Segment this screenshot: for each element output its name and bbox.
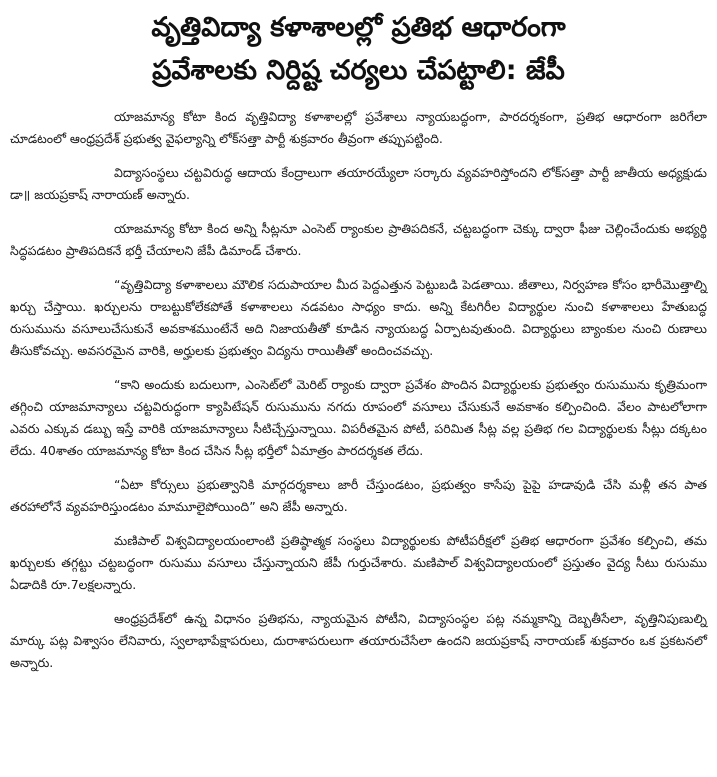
paragraph: “ఏటా కోర్సులు ప్రభుత్వానికి మార్గదర్శకాలు జారీ చేస్తుండటం, ప్రభుత్వం కాసేపు పైపై హడావుడి చేసి మళ్లీ తన పాత తరహాలోనే వ్యవహరిస్తుండటం మామూలైపోయింది” అని జేపీ అన్నారు.	[10, 477, 707, 514]
paragraph: “కాని అందుకు బదులుగా, ఎంసెట్‌లో మెరిట్ ర్యాంకు ద్వారా ప్రవేశం పొందిన విద్యార్థులకు ప్రభుత్వం రుసుమును కృత్రిమంగా తగ్గించి యాజమాన్యాలు చట్టవిరుద్ధంగా క్యాపిటేషన్ రుసుమును నగదు రూపంలో వసూలు చేసుకునే అవకాశం కల్పించింది. వేలం పాటలోలాగా ఎవరు ఎక్కువ డబ్బు ఇస్తే వారికి యాజమాన్యాలు సీటిచ్చేస్తున్నాయి. విపరీతమైన పోటీ, పరిమిత సీట్ల వల్ల ప్రతిభ గల విద్యార్థులకు సీట్లు దక్కటం లేదు. 40శాతం యాజమాన్య కోటా కింద చేసిన సీట్ల భర్తీలో ఏమాత్రం పారదర్శకత లేదు.	[10, 377, 707, 458]
headline	[10, 6, 707, 92]
paragraph: “వృత్తివిద్యా కళాశాలలు మౌలిక సదుపాయాల మీద పెద్దఎత్తున పెట్టుబడి పెడతాయి. జీతాలు, నిర్వహణ కోసం భారీమొత్తాల్ని ఖర్చు చేస్తాయి. ఖర్చులను రాబట్టుకోలేకపోతే కళాశాలలు నడవటం సాధ్యం కాదు. అన్ని కేటగిరీల విద్యార్థుల నుంచి కళాశాలలు హేతుబద్ధ రుసుమును వసూలుచేసుకునే అవకాశముంటేనే అది నిజాయతీతో కూడిన న్యాయబద్ధ ఏర్పాటవుతుంది. విద్యార్థులు బ్యాంకుల నుంచి రుణాలు తీసుకోవచ్చు. అవసరమైన వారికి, అర్హులకు ప్రభుత్వం విద్యను రాయితీతో అందించవచ్చు.	[10, 277, 707, 358]
paragraph: మణిపాల్ విశ్వవిద్యాలయంలాంటి ప్రతిష్ఠాత్మక సంస్థలు విద్యార్థులకు పోటీపరీక్షలో ప్రతిభ ఆధారంగా ప్రవేశం కల్పించి, తమ ఖర్చులకు తగ్గట్టు చట్టబద్ధంగా రుసుము వసూలు చేస్తున్నాయని జేపీ గుర్తుచేశారు. మణిపాల్ విశ్వవిద్యాలయంలో ప్రస్తుతం వైద్య సీటు రుసుము ఏడాదికి రూ.7లక్షలన్నారు.	[10, 533, 707, 592]
paragraph: యాజమాన్య కోటా కింద అన్ని సీట్లనూ ఎంసెట్ ర్యాంకుల ప్రాతిపదికనే, చట్టబద్ధంగా చెక్కు ద్వారా ఫీజు చెల్లించేందుకు అభ్యర్థి సిద్ధపడటం ప్రాతిపదికనే భర్తీ చేయాలని జేపీ డిమాండ్ చేశారు.	[10, 221, 707, 258]
headline-line-1: వృత్తివిద్యా కళాశాలల్లో ప్రతిభ ఆధారంగా	[151, 12, 566, 43]
paragraph: ఆంధ్రప్రదేశ్‌లో ఉన్న విధానం ప్రతిభను, న్యాయమైన పోటీని, విద్యాసంస్థల పట్ల నమ్మకాన్ని దెబ్బతీసేలా, వృత్తినిపుణుల్ని మార్కు పట్ల విశ్వాసం లేనివారు, స్వలాభాపేక్షాపరులు, దురాశాపరులుగా తయారుచేసేలా ఉందని జయప్రకాష్ నారాయణ్ శుక్రవారం ఒక ప్రకటనలో అన్నారు.	[10, 611, 707, 670]
paragraph: యాజమాన్య కోటా కింద వృత్తివిద్యా కళాశాలల్లో ప్రవేశాలు న్యాయబద్ధంగా, పారదర్శకంగా, ప్రతిభ ఆధారంగా జరిగేలా చూడటంలో ఆంధ్రప్రదేశ్ ప్రభుత్వ వైఫల్యాన్ని లోక్‌సత్తా పార్టీ శుక్రవారం తీవ్రంగా తప్పుపట్టింది.	[10, 109, 707, 146]
article-body	[10, 106, 707, 674]
headline-line-2: ప్రవేశాలకు నిర్దిష్ట చర్యలు చేపట్టాలి: జేపీ	[152, 55, 565, 86]
paragraph: విద్యాసంస్థలు చట్టవిరుద్ధ ఆదాయ కేంద్రాలుగా తయారయ్యేలా సర్కారు వ్యవహరిస్తోందని లోక్‌సత్తా పార్టీ జాతీయ అధ్యక్షుడు డా॥ జయప్రకాష్ నారాయణ్ అన్నారు.	[10, 165, 707, 202]
